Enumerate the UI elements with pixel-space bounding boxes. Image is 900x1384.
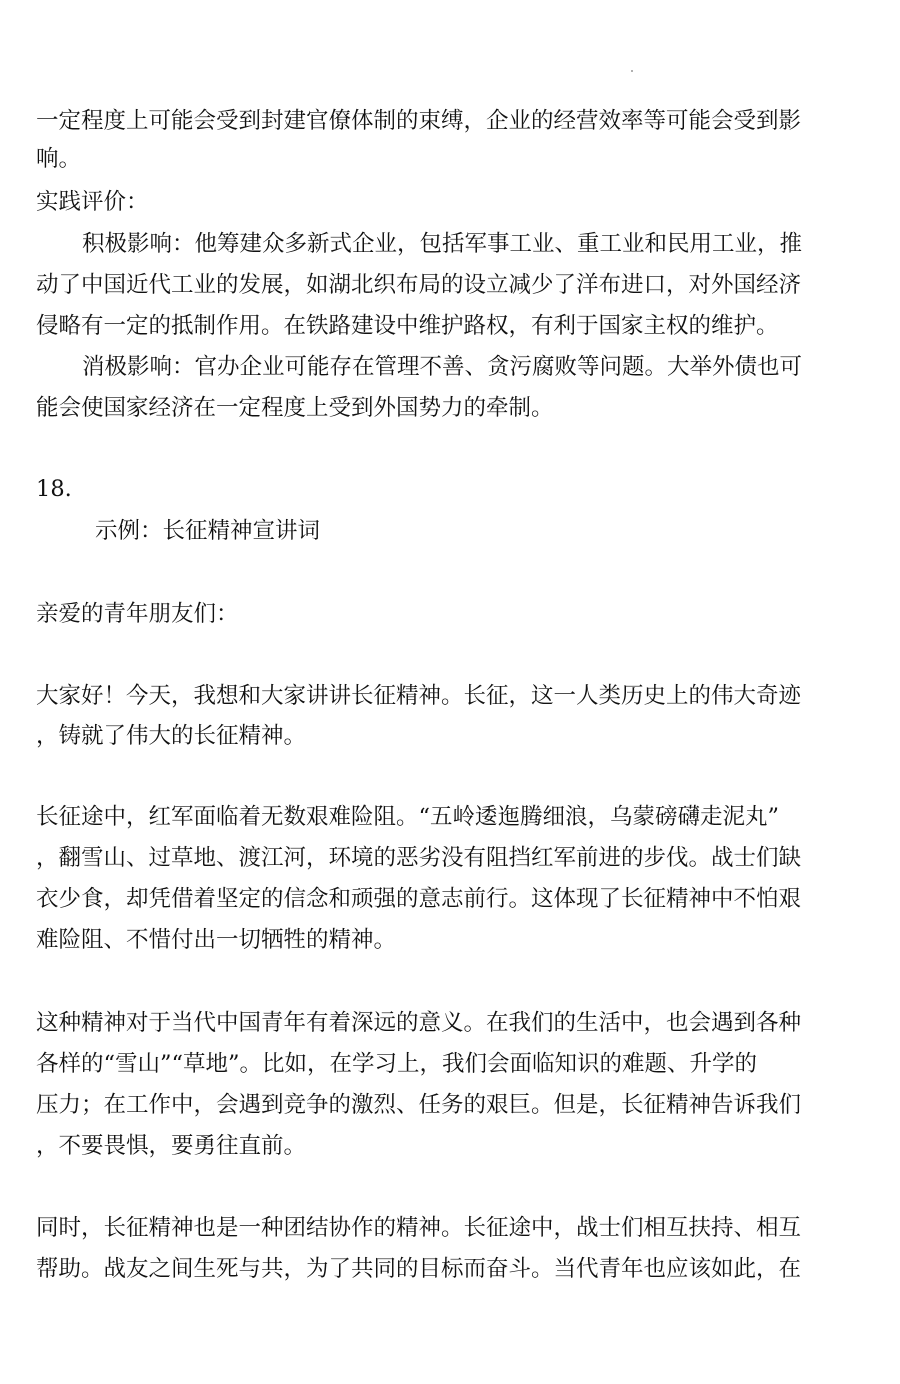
question-number: 18.: [36, 476, 72, 502]
section-heading: 实践评价：: [36, 189, 149, 215]
example-title: 示例：长征精神宣讲词: [95, 518, 321, 544]
text-line: 帮助。战友之间生死与共，为了共同的目标而奋斗。当代青年也应该如此，在: [36, 1256, 802, 1282]
text-line: 衣少食，却凭借着坚定的信念和顽强的意志前行。这体现了长征精神中不怕艰: [36, 886, 802, 912]
text-line: 动了中国近代工业的发展，如湖北织布局的设立减少了洋布进口，对外国经济: [36, 272, 802, 298]
text-line: 各样的“雪山”“草地”。比如，在学习上，我们会面临知识的难题、升学的: [36, 1051, 758, 1077]
text-line: ，铸就了伟大的长征精神。: [36, 723, 307, 749]
text-line: 这种精神对于当代中国青年有着深远的意义。在我们的生活中，也会遇到各种: [36, 1010, 802, 1036]
scan-speck: [631, 70, 633, 72]
text-line: 长征途中，红军面临着无数艰难险阻。“五岭逶迤腾细浪，乌蒙磅礴走泥丸”: [36, 804, 780, 830]
text-line: 响。: [36, 146, 82, 172]
text-line: ，不要畏惧，要勇往直前。: [36, 1133, 307, 1159]
text-line: 一定程度上可能会受到封建官僚体制的束缚，企业的经营效率等可能会受到影: [36, 108, 802, 134]
text-line: 消极影响：官办企业可能存在管理不善、贪污腐败等问题。大举外债也可: [82, 354, 803, 380]
text-line: ，翻雪山、过草地、渡江河，环境的恶劣没有阻挡红军前进的步伐。战士们缺: [36, 845, 802, 871]
text-line: 侵略有一定的抵制作用。在铁路建设中维护路权，有利于国家主权的维护。: [36, 313, 779, 339]
text-line: 压力；在工作中，会遇到竞争的激烈、任务的艰巨。但是，长征精神告诉我们: [36, 1092, 802, 1118]
text-line: 同时，长征精神也是一种团结协作的精神。长征途中，战士们相互扶持、相互: [36, 1215, 802, 1241]
salutation: 亲爱的青年朋友们：: [36, 601, 239, 627]
text-line: 积极影响：他筹建众多新式企业，包括军事工业、重工业和民用工业，推: [82, 231, 803, 257]
text-line: 难险阻、不惜付出一切牺牲的精神。: [36, 927, 397, 953]
text-line: 大家好！今天，我想和大家讲讲长征精神。长征，这一人类历史上的伟大奇迹: [36, 683, 802, 709]
text-line: 能会使国家经济在一定程度上受到外国势力的牵制。: [36, 395, 554, 421]
